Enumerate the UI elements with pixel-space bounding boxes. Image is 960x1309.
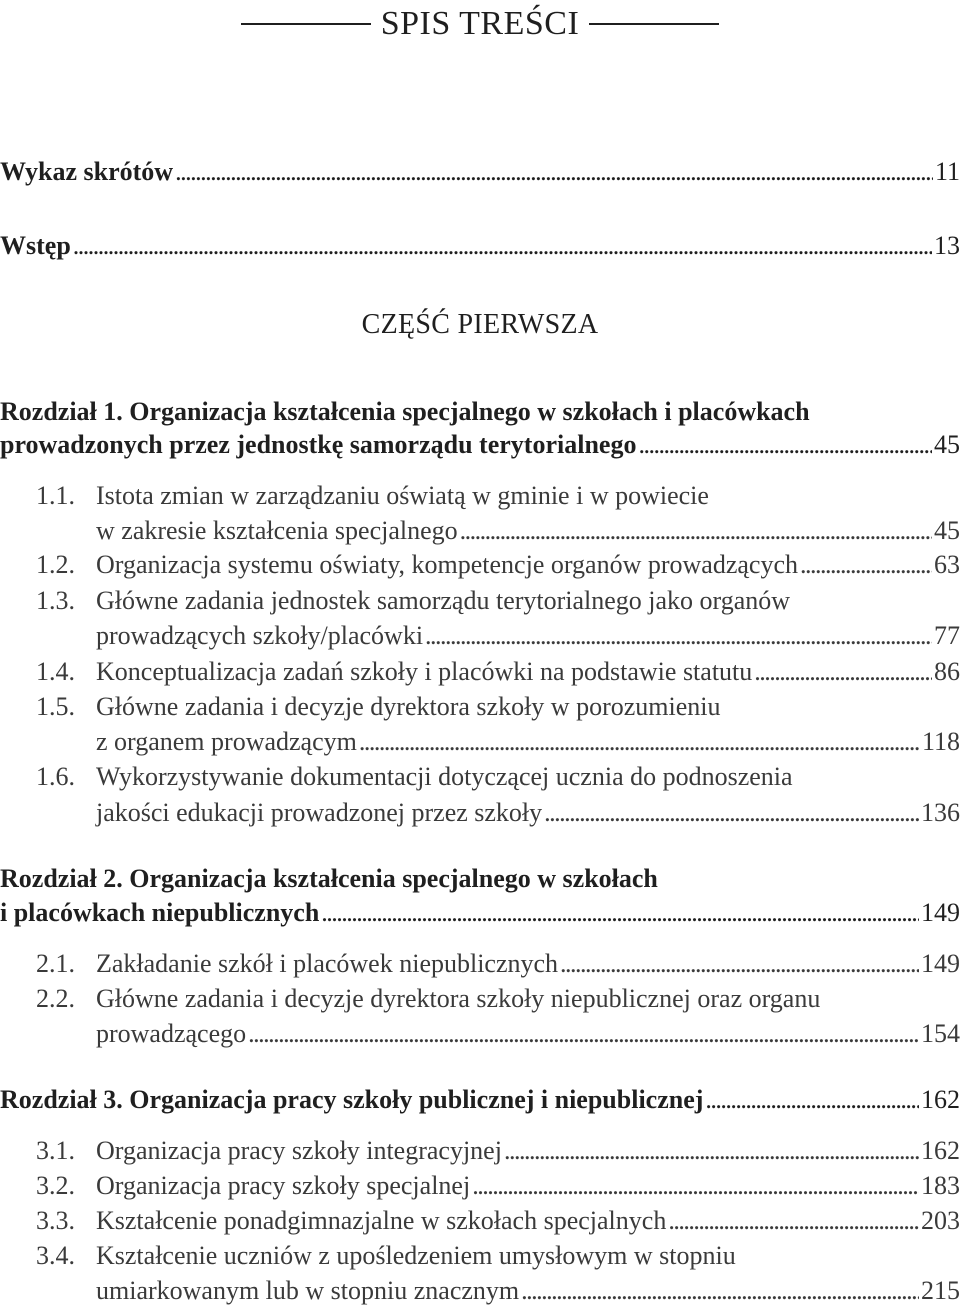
chapter-2-title-line2[interactable]: i placówkach niepublicznych . . . 149: [0, 896, 960, 930]
leader-dots: [73, 229, 932, 263]
toc-section-3-4[interactable]: 3.4. Kształcenie uczniów z upośledzeniem umysłowym w stopniu: [0, 1239, 960, 1273]
leader-dots: [800, 548, 932, 582]
section-number: 2.2.: [36, 984, 75, 1013]
section-number: 1.3.: [36, 586, 75, 615]
page-number: 162: [921, 1085, 960, 1114]
page-number: 118: [921, 727, 960, 756]
section-number: 1.4.: [36, 657, 75, 686]
toc-section-3-1[interactable]: 3.1. Organizacja pracy szkoły integracyjnej . . . 162: [0, 1134, 960, 1168]
leader-dots: [504, 1134, 919, 1168]
toc-section-2-2-cont[interactable]: prowadzącego . . . 154: [0, 1017, 960, 1051]
section-number: 3.2.: [36, 1171, 75, 1200]
leader-dots: [425, 619, 932, 653]
toc-section-2-2[interactable]: 2.2. Główne zadania i decyzje dyrektora szkoły niepublicznej oraz organu: [0, 982, 960, 1016]
leader-dots: [248, 1017, 919, 1051]
leader-dots: [321, 896, 919, 930]
chapter-2-title-line1[interactable]: Rozdział 2. Organizacja kształcenia specjalnego w szkołach: [0, 864, 658, 893]
toc-title: [0, 2, 960, 46]
title-rule-right: [589, 23, 719, 25]
section-number: 3.3.: [36, 1206, 75, 1235]
section-number: 3.4.: [36, 1241, 75, 1270]
toc-section-1-3[interactable]: 1.3. Główne zadania jednostek samorządu terytorialnego jako organów: [0, 584, 960, 618]
toc-section-1-4[interactable]: 1.4. Konceptualizacja zadań szkoły i placówki na podstawie statutu . . . 86: [0, 655, 960, 689]
toc-section-3-4-cont[interactable]: umiarkowanym lub w stopniu znacznym . . . 215: [0, 1274, 960, 1308]
section-number: 1.2.: [36, 550, 75, 579]
section-number: 3.1.: [36, 1136, 75, 1165]
leader-dots: [560, 947, 919, 981]
toc-section-3-3[interactable]: 3.3. Kształcenie ponadgimnazjalne w szkołach specjalnych . . . 203: [0, 1204, 960, 1238]
toc-section-1-1-cont[interactable]: w zakresie kształcenia specjalnego . . . 45: [0, 514, 960, 548]
page-number: 203: [921, 1206, 960, 1235]
toc-entry-introduction[interactable]: Wstęp . . . 13: [0, 229, 960, 263]
toc-section-1-5[interactable]: 1.5. Główne zadania i decyzje dyrektora szkoły w porozumieniu: [0, 690, 960, 724]
page-number: 154: [921, 1019, 960, 1048]
part-heading: CZĘŚĆ PIERWSZA: [361, 309, 599, 340]
toc-section-1-5-cont[interactable]: z organem prowadzącym . . . 118: [0, 725, 960, 759]
section-number: 1.6.: [36, 762, 75, 791]
page-number: 215: [921, 1276, 960, 1305]
toc-section-1-3-cont[interactable]: prowadzących szkoły/placówki . . . 77: [0, 619, 960, 653]
toc-section-1-2[interactable]: 1.2. Organizacja systemu oświaty, kompetencje organów prowadzących . . . 63: [0, 548, 960, 582]
toc-section-1-6-cont[interactable]: jakości edukacji prowadzonej przez szkoły . . . 136: [0, 796, 960, 830]
leader-dots: [359, 725, 920, 759]
toc-section-1-1[interactable]: 1.1. Istota zmian w zarządzaniu oświatą w gminie i w powiecie: [0, 479, 960, 513]
page-number: 63: [934, 550, 960, 579]
leader-dots: [175, 155, 933, 189]
page-number: 149: [921, 949, 960, 978]
section-number: 2.1.: [36, 949, 75, 978]
page-number: 11: [934, 157, 960, 186]
toc-section-3-2[interactable]: 3.2. Organizacja pracy szkoły specjalnej . . . 183: [0, 1169, 960, 1203]
chapter-3-title[interactable]: Rozdział 3. Organizacja pracy szkoły publicznej i niepublicznej . . . 162: [0, 1083, 960, 1117]
section-number: 1.5.: [36, 692, 75, 721]
toc-entry-abbreviations[interactable]: Wykaz skrótów . . . 11: [0, 155, 960, 189]
page-number: 13: [934, 231, 960, 260]
page-number: 136: [921, 798, 960, 827]
leader-dots: [521, 1274, 919, 1308]
leader-dots: [460, 514, 932, 548]
leader-dots: [544, 796, 919, 830]
title-rule-left: [241, 23, 371, 25]
page-number: 77: [934, 621, 960, 650]
page-number: 149: [921, 898, 960, 927]
page-number: 45: [934, 516, 960, 545]
page-number: 45: [934, 430, 960, 459]
toc-title-text: SPIS TREŚCI: [380, 5, 580, 42]
section-number: 1.1.: [36, 481, 75, 510]
page-number: 162: [921, 1136, 960, 1165]
toc-section-1-6[interactable]: 1.6. Wykorzystywanie dokumentacji dotyczącej ucznia do podnoszenia: [0, 760, 960, 794]
page-number: 183: [921, 1171, 960, 1200]
leader-dots: [668, 1204, 919, 1238]
toc-section-2-1[interactable]: 2.1. Zakładanie szkół i placówek niepublicznych . . . 149: [0, 947, 960, 981]
leader-dots: [638, 428, 932, 462]
leader-dots: [754, 655, 932, 689]
leader-dots: [705, 1083, 919, 1117]
chapter-1-title-line2[interactable]: prowadzonych przez jednostkę samorządu terytorialnego . . . 45: [0, 428, 960, 462]
leader-dots: [472, 1169, 919, 1203]
chapter-1-title-line1[interactable]: Rozdział 1. Organizacja kształcenia specjalnego w szkołach i placówkach: [0, 397, 810, 426]
page-number: 86: [934, 657, 960, 686]
